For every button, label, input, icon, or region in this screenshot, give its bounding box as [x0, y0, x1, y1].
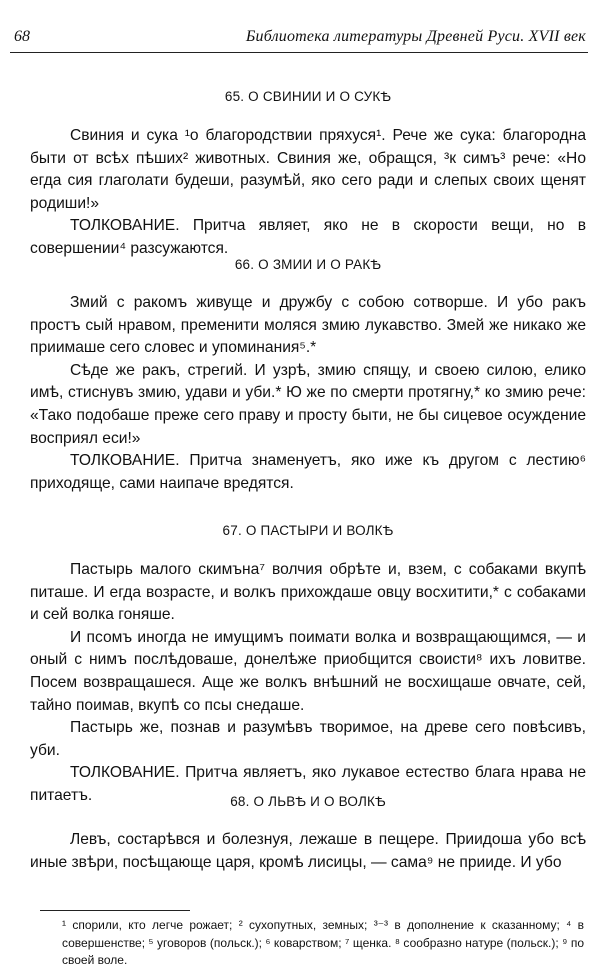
paragraph: ТОЛКОВАНИЕ. Притча знаменуетъ, яко иже къ другом с лестию⁶ приходяще, сами наипаче вредятся.	[30, 452, 586, 492]
section-heading: 66. О ЗМИИ И О РАКѢ	[234, 257, 382, 272]
section-body	[30, 125, 586, 261]
section-body	[30, 292, 586, 495]
paragraph: Пастырь малого скимъна⁷ волчия обрѣте и, взем, с собаками вкупѣ питаше. И егда возрасте, и волкъ прихождаше овцу восхитити,* с собаками и сей волка гоняше.	[30, 561, 586, 624]
footnote-rule	[40, 910, 190, 911]
footnotes: ¹ спорили, кто легче рожает; ² сухопутных, земных; ³⁻³ в дополнение к сказанному; ⁴ в совершенстве; ⁵ уговоров (польск.); ⁶ коварством; ⁷ щенка. ⁸ сообразно натуре (польск.); ⁹ по своей воле.	[62, 918, 584, 967]
paragraph: ТОЛКОВАНИЕ. Притча являетъ, яко лукавое естество блага нрава не питаетъ.	[30, 764, 586, 804]
section-body	[30, 829, 586, 874]
paragraph: Левъ, состарѣвся и болезнуя, лежаше в пещере. Приидоша убо всѣ иные звѣри, посѣщающе царя, кромѣ лисицы, — сама⁹ не прииде. И убо	[30, 831, 586, 871]
section-heading: 68. О ЛЬВѢ И О ВОЛКѢ	[230, 794, 386, 809]
paragraph: Свиния и сука ¹о благородствии пряхуся¹. Рече же сука: благородна быти от всѣх пѣших² животных. Свиния же, обращся, ³к симъ³ рече: «Но егда сия глаголати будеши, разумѣй, яко сего ради и слепых своих щенят родиши!»	[30, 127, 586, 212]
section-heading: 67. О ПАСТЫРИ И ВОЛКѢ	[222, 523, 394, 538]
header-rule	[10, 52, 588, 53]
section-body	[30, 559, 586, 808]
paragraph: Сѣде же ракъ, стрегий. И узрѣ, змию спящу, и своею силою, елико имѣ, стиснувъ змию, удави и уби.* Ю же по смерти протягну,* ко змию рече: «Тако подобаше преже сего праву и просту быти, не бы сицевое осуждение восприял еси!»	[30, 361, 586, 447]
page-number: 68	[14, 28, 30, 45]
paragraph: И псомъ иногда не имущимъ поимати волка и возвращающимся, — и оный с нимъ послѣдоваше, донелѣже приобщится своисти⁸ ихъ ловитве. Посем возвращашеся. Аще же волкъ внѣшний не восхищаше овчате, сей, тайно поимав, вкупѣ со псы снедаше.	[30, 628, 586, 714]
paragraph: ТОЛКОВАНИЕ. Притча являет, яко не в скорости вещи, но в совершении⁴ разсужаются.	[30, 217, 586, 257]
paragraph: Пастырь же, познав и разумѣвъ творимое, на древе сего повѣсивъ, уби.	[30, 719, 586, 759]
paragraph: Змий с ракомъ живуще и дружбу с собою сотворше. И убо ракъ простъ сый нравом, пременити моляся змию лукавство. Змей же никако же приимаше сего словес и упоминания⁵.*	[30, 294, 586, 357]
running-title: Библиотека литературы Древней Руси. XVII век	[245, 28, 586, 45]
section-heading: 65. О СВИНИИ И О СУКѢ	[224, 89, 392, 104]
